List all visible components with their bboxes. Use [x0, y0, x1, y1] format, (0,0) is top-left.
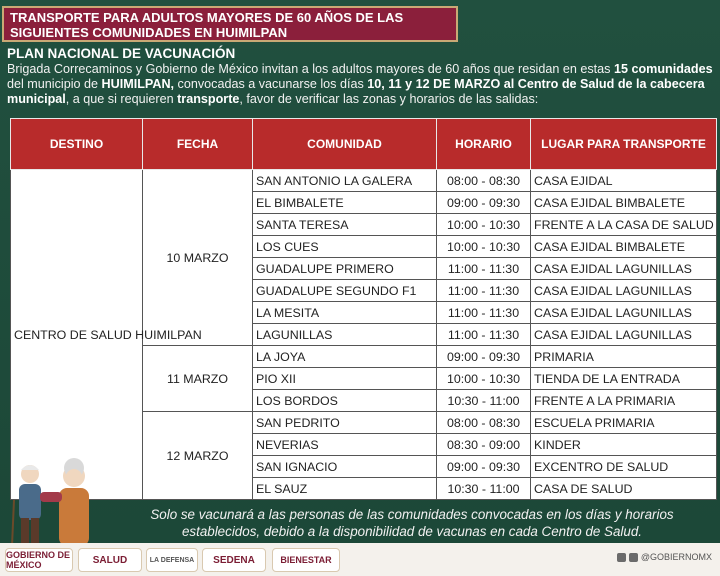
man-leg-left [21, 518, 29, 546]
community-cell: LAGUNILLAS [253, 324, 437, 346]
time-cell: 10:30 - 11:00 [437, 478, 531, 500]
footer-bar [0, 543, 720, 576]
community-cell: LA JOYA [253, 346, 437, 368]
defensa-logo: LA DEFENSA [146, 548, 198, 572]
man-leg-right [31, 518, 39, 546]
table-row [11, 170, 717, 192]
community-cell: SAN PEDRITO [253, 412, 437, 434]
table-header-row [11, 119, 717, 170]
community-cell: GUADALUPE PRIMERO [253, 258, 437, 280]
cane [12, 500, 14, 546]
date-cell: 12 MARZO [143, 412, 253, 500]
time-cell: 11:00 - 11:30 [437, 258, 531, 280]
place-cell: CASA EJIDAL LAGUNILLAS [531, 324, 717, 346]
place-cell: CASA EJIDAL LAGUNILLAS [531, 258, 717, 280]
time-cell: 11:00 - 11:30 [437, 280, 531, 302]
place-cell: ESCUELA PRIMARIA [531, 412, 717, 434]
time-cell: 10:00 - 10:30 [437, 236, 531, 258]
place-cell: CASA EJIDAL LAGUNILLAS [531, 302, 717, 324]
community-cell: LOS CUES [253, 236, 437, 258]
scarf [40, 492, 62, 502]
schedule-table [10, 118, 717, 500]
place-cell: TIENDA DE LA ENTRADA [531, 368, 717, 390]
place-cell: KINDER [531, 434, 717, 456]
bienestar-logo: BIENESTAR [272, 548, 340, 572]
community-cell: SANTA TERESA [253, 214, 437, 236]
time-cell: 11:00 - 11:30 [437, 302, 531, 324]
time-cell: 10:00 - 10:30 [437, 368, 531, 390]
facebook-icon [617, 553, 626, 562]
man-hair [21, 465, 39, 470]
woman-face [66, 469, 82, 485]
man-body [19, 484, 41, 520]
header-horario: HORARIO [437, 119, 531, 170]
plan-title: PLAN NACIONAL DE VACUNACIÓN [7, 46, 236, 61]
place-cell: PRIMARIA [531, 346, 717, 368]
twitter-icon [629, 553, 638, 562]
intro-paragraph: Brigada Correcaminos y Gobierno de México invitan a los adultos mayores de 60 años que residan en estas 15 comunidades del municipio de HUIMILPAN, convocadas a vacunarse los días 10, 11 y 12 DE MARZO al Centro de Salud de la cabecera municipal, a que si requieren transporte, favor de verificar las zonas y horarios de las salidas: [7, 62, 713, 106]
community-cell: EL BIMBALETE [253, 192, 437, 214]
place-cell: CASA EJIDAL [531, 170, 717, 192]
page-title: TRANSPORTE PARA ADULTOS MAYORES DE 60 AÑOS DE LAS SIGUIENTES COMUNIDADES EN HUIMILPAN [2, 6, 458, 42]
place-cell: FRENTE A LA CASA DE SALUD [531, 214, 717, 236]
place-cell: CASA DE SALUD [531, 478, 717, 500]
place-cell: CASA EJIDAL LAGUNILLAS [531, 280, 717, 302]
social-handle-text: @GOBIERNOMX [640, 552, 712, 562]
place-cell: CASA EJIDAL BIMBALETE [531, 192, 717, 214]
community-cell: LOS BORDOS [253, 390, 437, 412]
social-handle [617, 552, 712, 562]
place-cell: FRENTE A LA PRIMARIA [531, 390, 717, 412]
salud-logo: SALUD [78, 548, 142, 572]
date-cell: 10 MARZO [143, 170, 253, 346]
vaccination-note: Solo se vacunará a las personas de las comunidades convocadas en los días y horarios establecidos, debido a la disponibilidad de vacunas en cada Centro de Salud. [150, 507, 674, 539]
community-cell: PIO XII [253, 368, 437, 390]
time-cell: 10:30 - 11:00 [437, 390, 531, 412]
place-cell: CASA EJIDAL BIMBALETE [531, 236, 717, 258]
date-cell: 11 MARZO [143, 346, 253, 412]
sedena-logo: SEDENA [202, 548, 266, 572]
time-cell: 08:30 - 09:00 [437, 434, 531, 456]
elderly-couple-illustration [4, 456, 104, 546]
gobierno-mexico-logo: GOBIERNO DE MÉXICO [5, 548, 73, 572]
community-cell: EL SAUZ [253, 478, 437, 500]
header-fecha: FECHA [143, 119, 253, 170]
destination-cell: CENTRO DE SALUD HUIMILPAN [11, 170, 143, 500]
header-lugar: LUGAR PARA TRANSPORTE [531, 119, 717, 170]
community-cell: GUADALUPE SEGUNDO F1 [253, 280, 437, 302]
time-cell: 09:00 - 09:30 [437, 346, 531, 368]
time-cell: 08:00 - 08:30 [437, 412, 531, 434]
place-cell: EXCENTRO DE SALUD [531, 456, 717, 478]
time-cell: 09:00 - 09:30 [437, 456, 531, 478]
time-cell: 09:00 - 09:30 [437, 192, 531, 214]
community-cell: SAN IGNACIO [253, 456, 437, 478]
header-destino: DESTINO [11, 119, 143, 170]
woman-body [59, 488, 89, 546]
time-cell: 08:00 - 08:30 [437, 170, 531, 192]
community-cell: NEVERIAS [253, 434, 437, 456]
community-cell: LA MESITA [253, 302, 437, 324]
time-cell: 10:00 - 10:30 [437, 214, 531, 236]
community-cell: SAN ANTONIO LA GALERA [253, 170, 437, 192]
header-comunidad: COMUNIDAD [253, 119, 437, 170]
time-cell: 11:00 - 11:30 [437, 324, 531, 346]
